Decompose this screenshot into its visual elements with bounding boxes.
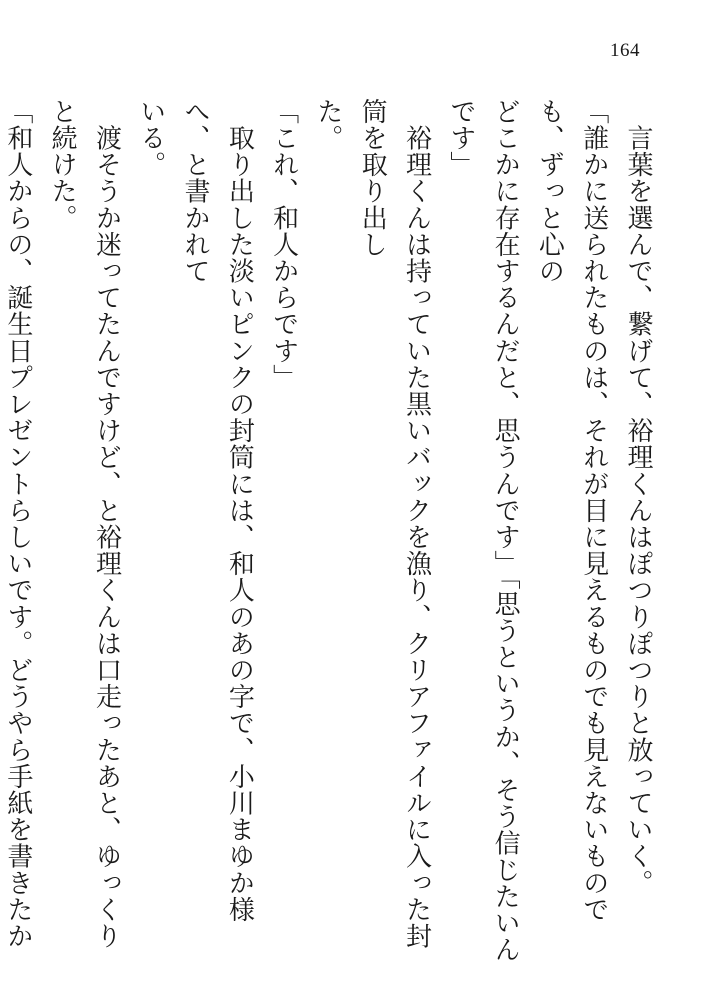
text-line: いる。 <box>135 98 166 178</box>
text-line: 渡そうか迷ってたんですけど、と裕理くんは口走ったあと、ゆっくりと続けた。 <box>47 98 122 950</box>
text-line: 裕理くんは持っていた黒いバックを漁り、クリアファイルに入った封筒を取り出し <box>357 98 432 950</box>
novel-text-body <box>2 98 660 963</box>
text-line: 取り出した淡いピンクの封筒には、和人のあの字で、小川まゆか様へ、と書かれて <box>180 98 255 923</box>
text-line: 「和人からの、誕生日プレゼントらしいです。どうやら手紙を書きたか <box>2 98 33 950</box>
text-line: 「誰かに送られたものは、それが目に見えるものでも見えないものでも、ずっと心の <box>534 98 609 923</box>
text-line: 「これ、和人からです」 <box>268 98 299 391</box>
page-number: 164 <box>610 40 640 61</box>
text-line: た。 <box>312 98 343 152</box>
text-line: どこかに存在するんだと、思うんです」「思うというか、そう信じたいんです」 <box>445 98 521 963</box>
text-line: 言葉を選んで、繋げて、裕理くんはぽつりぽつりと放っていく。 <box>623 98 653 896</box>
